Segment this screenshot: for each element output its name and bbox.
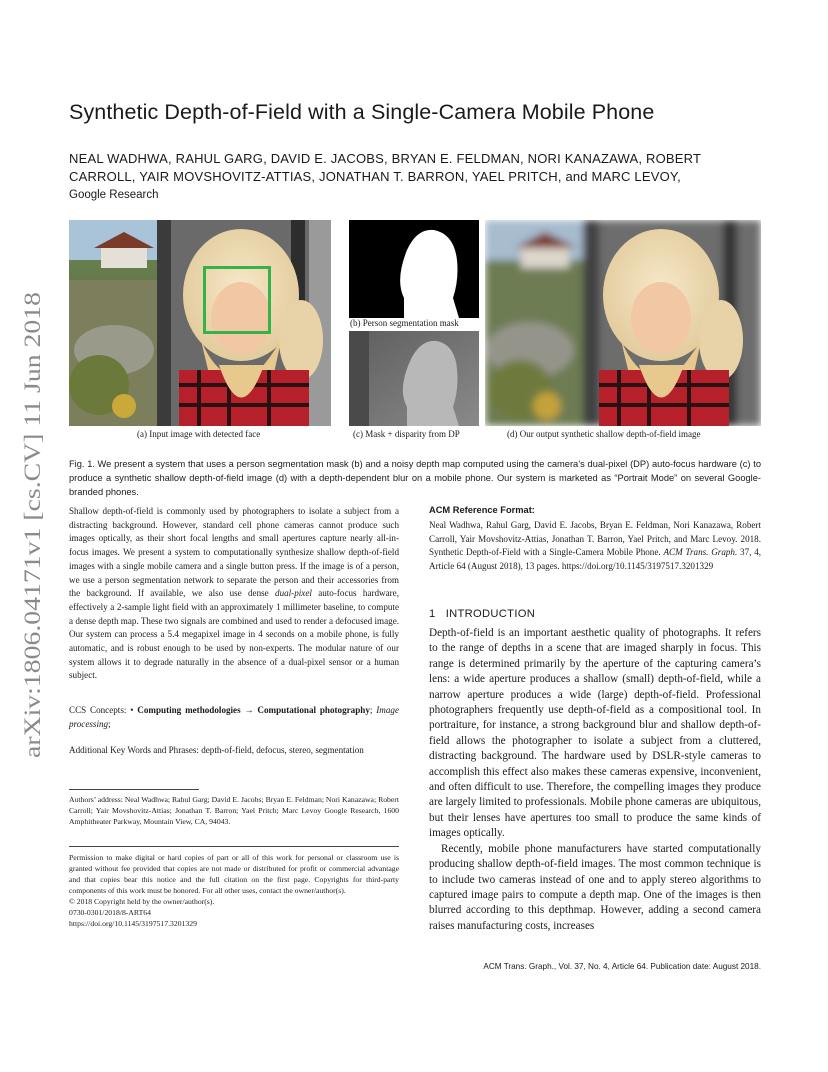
introduction-body	[429, 626, 761, 934]
abstract-emphasis: dual-pixel	[275, 588, 312, 599]
face-detection-box	[203, 266, 271, 334]
abstract	[69, 505, 399, 683]
ccs-prefix: CCS Concepts: •	[69, 705, 138, 715]
caption-b: (b) Person segmentation mask	[350, 318, 459, 328]
acm-reference-text-2: 37, 4, Article 64 (August 2018), 13 pages. https://doi.org/10.1145/3197517.3201329	[429, 547, 762, 571]
figure-caption-text: We present a system that uses a person segmentation mask (b) and a noisy depth map computed using the camera’s dual-pixel (DP) auto-focus hardware (c) to produce a synthetic shallow depth-of-field image (d) with a depth-dependent blur on a mobile phone. Our system is marketed as “Portrait Mode” on several Google-branded phones.	[69, 459, 762, 497]
permission-rule	[69, 846, 399, 847]
ccs-italic: Image processing	[69, 705, 399, 729]
figure-caption	[69, 458, 761, 500]
figure-output-image	[485, 220, 761, 426]
abstract-text-2: auto-focus hardware, effectively a 2-sample light field with an approximately 1 millimeter baseline, to compute a dense depth map. These two signals are combined and used to render a defocused image. Our system can process a 5.4 megapixel image in 4 seconds on a mobile phone, is fully automatic, and is robust enough to be used by non-experts. The modular nature of our system allows it to degrade naturally in the absence of a dual-pixel sensor or a human subject.	[69, 588, 399, 681]
caption-c: (c) Mask + disparity from DP	[353, 429, 460, 439]
ccs-separator: ;	[369, 705, 377, 715]
intro-paragraph-1: Depth-of-field is an important aesthetic quality of photographs. It refers to the range of depths in a scene that are imaged sharply in focus. This range is determined primarily by the aperture of the capturing camera’s lens: a wide aperture produces a shallow (small) depth-of-field, while a narrow aperture produces a wide (large) depth-of-field. Professional photographers frequently use depth-of-field as a compositional tool. In portraiture, for instance, a strong background blur and shallow depth-of-field allows the photographer to isolate a subject from a cluttered, distracting background. The hardware used by DSLR-style cameras to accomplish this effect also makes these cameras expensive, inconvenient, and often difficult to use. Therefore, the compelling images they produce are largely limited to professionals. Mobile phone cameras are ubiquitous, but their lenses have apertures too small to produce the same kinds of images optically.	[429, 627, 761, 840]
figure-segmentation-mask	[349, 220, 479, 318]
figure-input-image	[69, 220, 331, 426]
arxiv-stamp	[10, 290, 50, 760]
authors-address: Authors’ address: Neal Wadhwa; Rahul Garg; David E. Jacobs; Bryan E. Feldman; Nori Kanazawa; Robert Carroll; Yair Movshovitz-Attias; Jonathan T. Barron; Yael Pritch; Marc Levoy Google Research, 1600 Amphitheater Parkway, Mountain View, CA, 94043.	[69, 795, 399, 826]
keywords: Additional Key Words and Phrases: depth-of-field, defocus, stereo, segmentation	[69, 745, 364, 755]
arxiv-stamp-text: arXiv:1806.04171v1 [cs.CV] 11 Jun 2018	[20, 363, 46, 758]
address-rule	[69, 789, 199, 790]
permission-text: Permission to make digital or hard copies of part or all of this work for personal or classroom use is granted without fee provided that copies are not made or distributed for profit or commercial advantage and that copies bear this notice and the full citation on the first page. Copyrights for third-party components of this work must be honored. For all other uses, contact the owner/author(s).	[69, 853, 399, 895]
caption-a: (a) Input image with detected face	[137, 429, 261, 439]
page-footer: ACM Trans. Graph., Vol. 37, No. 4, Article 64. Publication date: August 2018.	[483, 962, 761, 971]
caption-d: (d) Our output synthetic shallow depth-of-field image	[507, 429, 701, 439]
doi-line: https://doi.org/10.1145/3197517.3201329	[69, 919, 197, 928]
figure-label: Fig. 1.	[69, 459, 96, 469]
copyright-line: © 2018 Copyright held by the owner/author(s).	[69, 897, 215, 906]
author-list: NEAL WADHWA, RAHUL GARG, DAVID E. JACOBS, BRYAN E. FELDMAN, NORI KANAZAWA, ROBERT CARROLL, YAIR MOVSHOVITZ-ATTIAS, JONATHAN T. BARRON, YAEL PRITCH, and MARC LEVOY,	[69, 151, 701, 184]
acm-reference	[429, 519, 761, 573]
section-heading-introduction: 1 INTRODUCTION	[429, 608, 536, 620]
paper-title: Synthetic Depth-of-Field with a Single-Camera Mobile Phone	[69, 100, 655, 124]
ccs-bold: Computing methodologies → Computational photography	[137, 705, 370, 715]
acm-reference-heading: ACM Reference Format:	[429, 505, 535, 515]
ccs-end: ;	[108, 718, 111, 729]
figure-disparity-map	[349, 331, 479, 426]
affiliation: Google Research	[69, 189, 159, 201]
ccs-concepts	[69, 704, 399, 731]
acm-reference-text-1: Neal Wadhwa, Rahul Garg, David E. Jacobs, Bryan E. Feldman, Nori Kanazawa, Robert Carroll, Yair Movshovitz-Attias, Jonathan T. Barron, Yael Pritch, and Marc Levoy. 2018. Synthetic Depth-of-Field with a Single-Camera Mobile Phone.	[429, 520, 761, 558]
permission-notice	[69, 852, 399, 929]
intro-paragraph-2: Recently, mobile phone manufacturers have started computationally producing shallow depth-of-field images. The most common technique is to include two cameras instead of one and to apply stereo algorithms to captured image pairs to compute a depth map. One of the images is then blurred according to this depthmap. However, adding a second camera raises manufacturing costs, increases	[429, 842, 761, 932]
acm-reference-venue: ACM Trans. Graph.	[663, 547, 738, 558]
issn-line: 0730-0301/2018/8-ART64	[69, 908, 151, 917]
abstract-text-1: Shallow depth-of-field is commonly used by photographers to isolate a subject from a distracting background. However, standard cell phone cameras cannot produce such images optically, as their short focal lengths and small apertures capture nearly all-in-focus images. We present a system to computationally synthesize shallow depth-of-field images with a single mobile camera and a single button press. If the image is of a person, we use a person segmentation network to separate the person and their accessories from the background. If available, we also use dense	[69, 506, 399, 599]
